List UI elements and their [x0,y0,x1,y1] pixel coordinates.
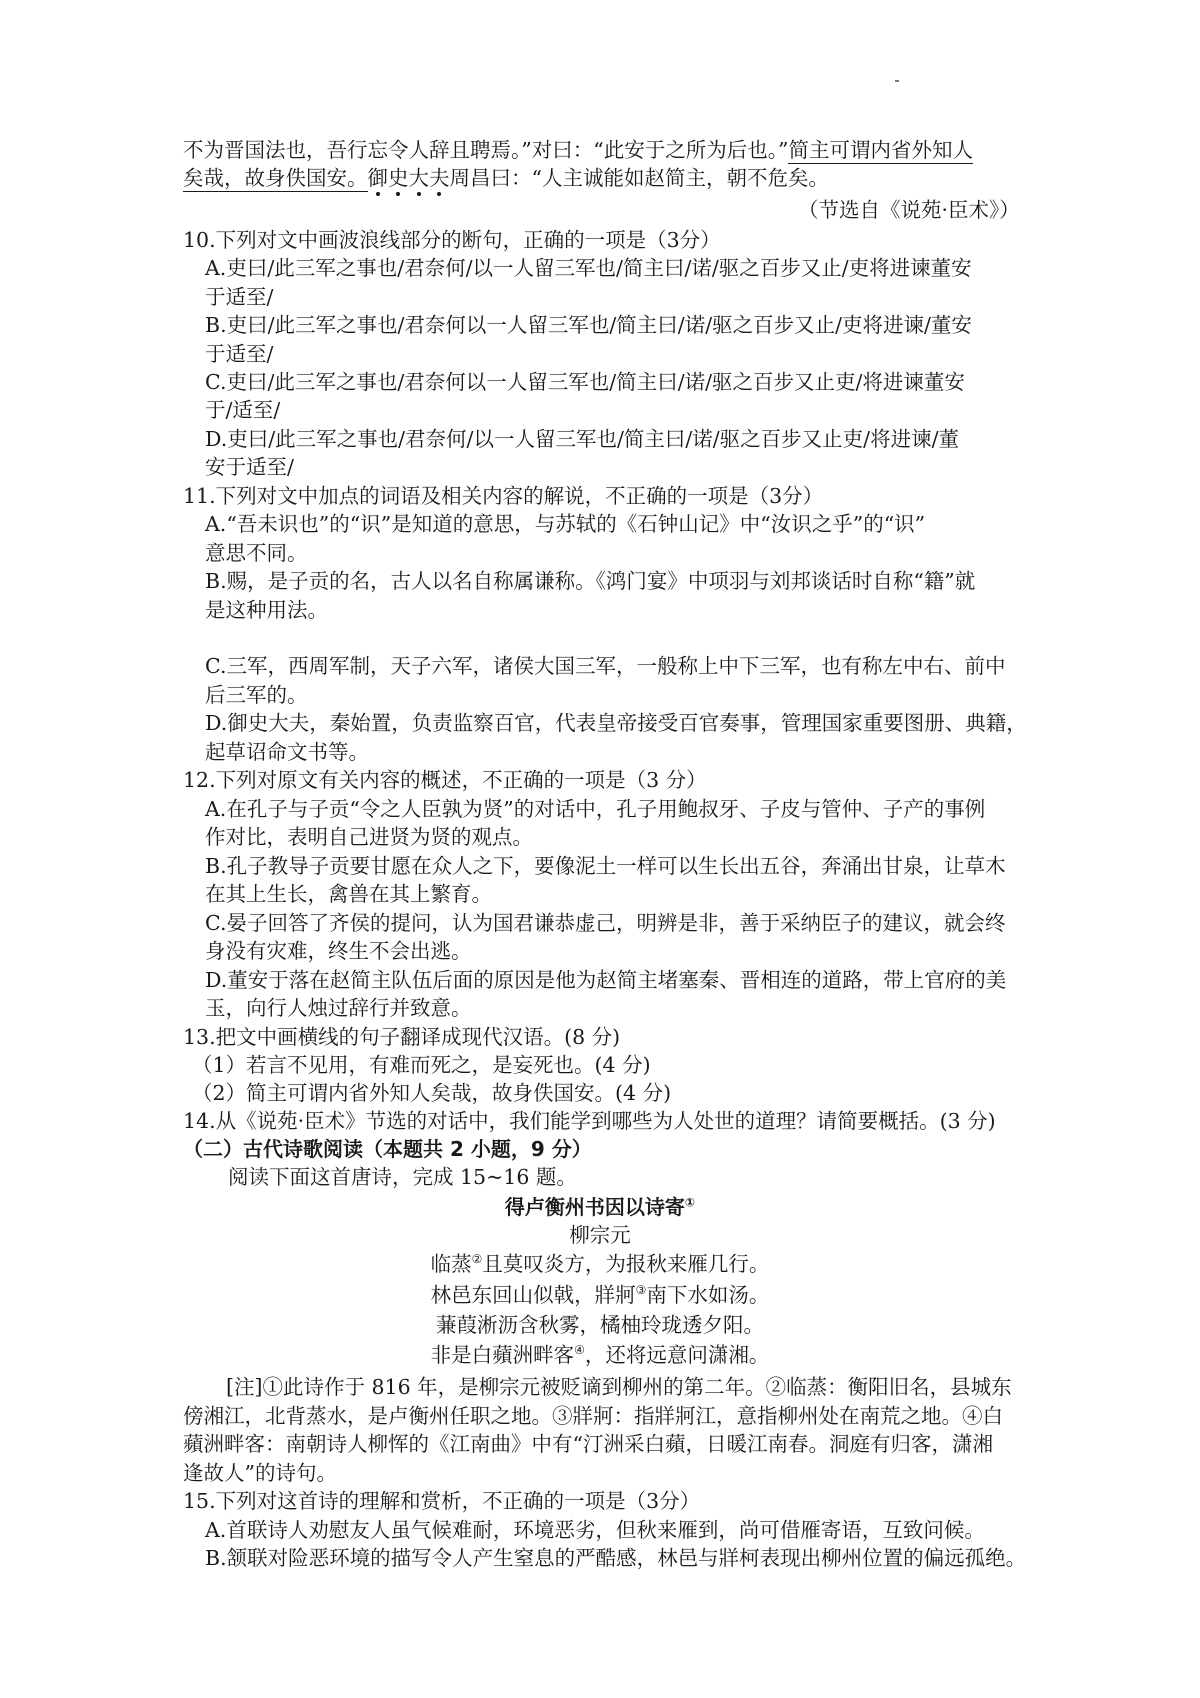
q12-option-a: A.在孔子与子贡“令之人臣孰为贤”的对话中，孔子用鲍叔牙、子皮与管仲、子产的事例 [205,797,986,821]
q13-sentence-1: （1）若言不见用，有难而死之，是妄死也。(4 分) [192,1053,651,1077]
underlined-sentence: 简主可谓内省外知人 [788,138,973,162]
passage-line-1 [183,136,973,164]
q10-option-a: A.吏曰/此三军之事也/君奈何/以一人留三军也/简主曰/诺/驱之百步又止/吏将进谏董安 [205,256,972,280]
poem-note-3: 蘋洲畔客：南朝诗人柳恽的《江南曲》中有“汀洲采白蘋，日暖江南春。洞庭有归客，潇湘 [183,1432,993,1456]
poem-title-text: 得卢衡州书因以诗寄 [504,1195,685,1219]
section-intro: 阅读下面这首唐诗，完成 15~16 题。 [228,1165,577,1189]
poem-author: 柳宗元 [569,1223,631,1247]
q11-stem: 11.下列对文中加点的词语及相关内容的解说，不正确的一项是（3分） [183,484,824,508]
poem-text: 且莫叹炎方，为报秋来雁几行。 [482,1252,770,1276]
footnote-mark: ② [471,1252,483,1267]
passage-text: 不为晋国法也，吾行忘令人辞且聘焉。”对曰：“此安于之所为后也。” [183,138,789,162]
q12-option-d: D.董安于落在赵简主队伍后面的原因是他为赵简主堵塞秦、晋相连的道路，带上官府的美 [205,968,1007,992]
scan-mark [895,80,899,82]
section-heading: （二）古代诗歌阅读（本题共 2 小题，9 分） [183,1137,592,1161]
dotted-character: 夫 [429,166,450,190]
poem-text: ，还将远意问潇湘。 [584,1343,770,1367]
poem-line-1 [0,1250,1200,1278]
q10-option-b: B.吏曰/此三军之事也/君奈何以一人留三军也/简主曰/诺/驱之百步又止/吏将进谏/董安 [205,313,972,337]
footnote-mark: ③ [635,1283,647,1298]
poem-text: 临蒸 [430,1252,472,1276]
q10-option-c-cont: 于/适至/ [205,398,281,422]
passage-line-2 [183,164,829,192]
q11-option-c: C.三军，西周军制，天子六军，诸侯大国三军，一般称上中下三军，也有称左中右、前中 [205,654,1006,678]
poem-title [0,1193,1200,1221]
q12-option-b: B.孔子教导子贡要甘愿在众人之下，要像泥土一样可以生长出五谷，奔涌出甘泉，让草木 [205,854,1006,878]
passage-text: 周昌曰：“人主诚能如赵简主，朝不危矣。 [449,166,829,190]
q15-stem: 15.下列对这首诗的理解和赏析，不正确的一项是（3分） [183,1489,701,1513]
q10-option-a-cont: 于适至/ [205,285,274,309]
poem-note-1: [注]①此诗作于 816 年，是柳宗元被贬谪到柳州的第二年。②临蒸：衡阳旧名，县城东 [226,1375,1012,1399]
q12-option-b-cont: 在其上生长，禽兽在其上繁育。 [205,882,492,906]
q15-option-b: B.颔联对险恶环境的描写令人产生窒息的严酷感，林邑与牂柯表现出柳州位置的偏远孤绝。 [205,1546,1027,1570]
dotted-term [368,166,450,190]
q13-stem: 13.把文中画横线的句子翻译成现代汉语。(8 分) [183,1025,621,1049]
poem-line-3: 蒹葭淅沥含秋雾，橘柚玲珑透夕阳。 [436,1313,764,1337]
q10-option-d-cont: 安于适至/ [205,455,294,479]
q11-option-d: D.御史大夫，秦始置，负责监察百官，代表皇帝接受百官奏事，管理国家重要图册、典籍， [205,711,1027,735]
q15-option-a: A.首联诗人劝慰友人虽气候难耐，环境恶劣，但秋来雁到，尚可借雁寄语，互致问候。 [205,1518,985,1542]
poem-line-4 [0,1341,1200,1369]
q12-option-a-cont: 作对比，表明自己进贤为贤的观点。 [205,825,533,849]
poem-text: 林邑东回山似戟，牂牁 [430,1283,636,1307]
dotted-character: 御 [367,166,388,190]
q10-option-d: D.吏曰/此三军之事也/君奈何/以一人留三军也/简主曰/诺/驱之百步又止吏/将进谏/董 [205,427,959,451]
q11-option-a-cont: 意思不同。 [205,541,308,565]
footnote-mark: ① [684,1195,696,1210]
q10-stem: 10.下列对文中画波浪线部分的断句，正确的一项是（3分） [183,228,721,252]
poem-text: 非是白蘋洲畔客 [430,1343,575,1367]
q11-option-a: A.“吾未识也”的“识”是知道的意思，与苏轼的《石钟山记》中“汝识之乎”的“识” [205,512,926,536]
q11-option-c-cont: 后三军的。 [205,683,308,707]
q10-option-b-cont: 于适至/ [205,342,274,366]
q11-option-b-cont: 是这种用法。 [205,598,328,622]
q12-option-c: C.晏子回答了齐侯的提问，认为国君谦恭虚己，明辨是非，善于采纳臣子的建议，就会终 [205,911,1006,935]
poem-note-4: 逢故人”的诗句。 [183,1461,337,1485]
passage-source: （节选自《说苑·臣术》） [798,198,1020,222]
dotted-character: 大 [408,166,429,190]
dotted-character: 史 [388,166,409,190]
q11-option-d-cont: 起草诏命文书等。 [205,740,369,764]
q13-sentence-2: （2）简主可谓内省外知人矣哉，故身佚国安。(4 分) [192,1081,672,1105]
q10-option-c: C.吏曰/此三军之事也/君奈何以一人留三军也/简主曰/诺/驱之百步又止吏/将进谏董安 [205,370,965,394]
q12-option-d-cont: 玉，向行人烛过辞行并致意。 [205,996,472,1020]
poem-line-2 [0,1281,1200,1309]
q14-stem: 14.从《说苑·臣术》节选的对话中，我们能学到哪些为人处世的道理？请简要概括。(3 分) [183,1109,996,1133]
footnote-mark: ④ [574,1343,585,1358]
underlined-sentence: 矣哉，故身佚国安。 [183,166,368,190]
poem-text: 南下水如汤。 [646,1283,770,1307]
poem-note-2: 傍湘江，北背蒸水，是卢衡州任职之地。③牂牁：指牂牁江，意指柳州处在南荒之地。④白 [183,1404,1003,1428]
q12-stem: 12.下列对原文有关内容的概述，不正确的一项是（3 分） [183,768,707,792]
q11-option-b: B.赐，是子贡的名，古人以名自称属谦称。《鸿门宴》中项羽与刘邦谈话时自称“籍”就 [205,569,976,593]
q12-option-c-cont: 身没有灾难，终生不会出逃。 [205,939,472,963]
